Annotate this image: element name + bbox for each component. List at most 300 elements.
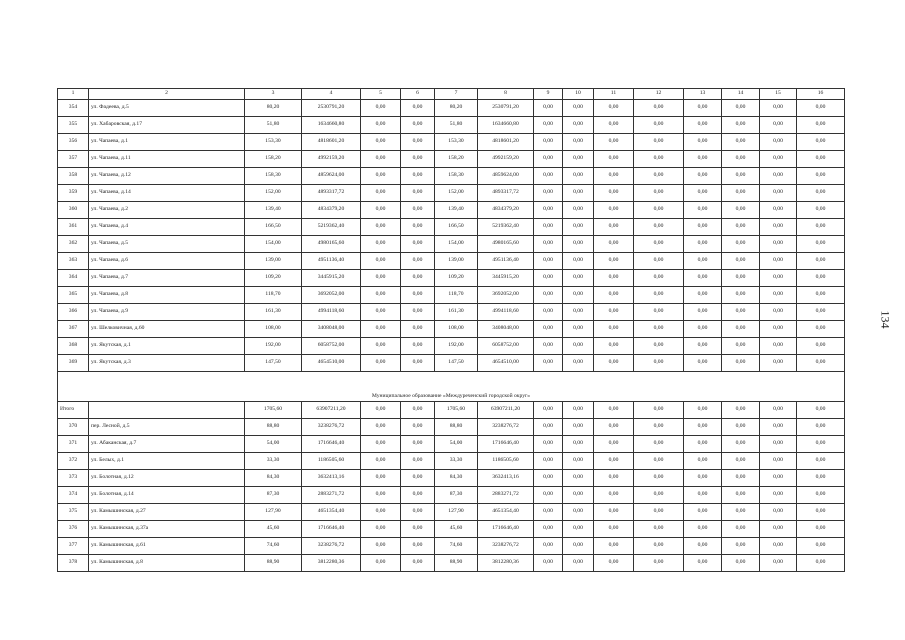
table-cell: 1634660,80 bbox=[478, 117, 534, 134]
table-cell: 0,00 bbox=[563, 504, 594, 521]
table-cell: 0,00 bbox=[722, 270, 760, 287]
table-cell: 0,00 bbox=[797, 100, 845, 117]
table-cell: 371 bbox=[58, 436, 89, 453]
address-cell: 2 bbox=[89, 89, 245, 100]
table-cell: 0,00 bbox=[634, 338, 684, 355]
table-cell: 0,00 bbox=[361, 355, 401, 372]
table-row bbox=[58, 555, 845, 572]
table-cell: 0,00 bbox=[760, 419, 797, 436]
table-row bbox=[58, 236, 845, 253]
table-cell: 0,00 bbox=[684, 253, 722, 270]
table-cell: 0,00 bbox=[722, 436, 760, 453]
table-cell: 0,00 bbox=[760, 321, 797, 338]
table-cell: 0,00 bbox=[722, 419, 760, 436]
table-cell: 0,00 bbox=[401, 100, 435, 117]
table-cell: 0,00 bbox=[563, 355, 594, 372]
table-cell: 0,00 bbox=[361, 453, 401, 470]
table-cell: 367 bbox=[58, 321, 89, 338]
table-cell: 0,00 bbox=[563, 287, 594, 304]
table-cell: 0,00 bbox=[797, 117, 845, 134]
table-cell: 0,00 bbox=[797, 487, 845, 504]
table-cell: 12 bbox=[634, 89, 684, 100]
table-cell: 88,80 bbox=[435, 419, 478, 436]
table-cell: 0,00 bbox=[684, 470, 722, 487]
table-cell: 3692052,00 bbox=[478, 287, 534, 304]
table-cell: 0,00 bbox=[634, 436, 684, 453]
table-cell: 74,60 bbox=[435, 538, 478, 555]
table-cell: 0,00 bbox=[797, 436, 845, 453]
address-cell: ул. Чапаева, д.7 bbox=[89, 270, 245, 287]
table-cell: 153,30 bbox=[245, 134, 302, 151]
table-cell: 0,00 bbox=[797, 151, 845, 168]
table-cell: 1186505,60 bbox=[478, 453, 534, 470]
table-cell: 0,00 bbox=[797, 168, 845, 185]
table-cell: 108,00 bbox=[435, 321, 478, 338]
table-cell: 360 bbox=[58, 202, 89, 219]
address-cell: ул. Чапаева, д.9 bbox=[89, 304, 245, 321]
table-cell: 2883271,72 bbox=[478, 487, 534, 504]
table-cell: 0,00 bbox=[684, 555, 722, 572]
table-cell: 6 bbox=[401, 89, 435, 100]
table-cell: 0,00 bbox=[361, 253, 401, 270]
table-cell: 0,00 bbox=[534, 304, 563, 321]
address-cell: ул. Чапаева, д.6 bbox=[89, 253, 245, 270]
address-cell: ул. Якутская, д.1 bbox=[89, 338, 245, 355]
table-cell: 0,00 bbox=[634, 453, 684, 470]
address-cell: ул. Камышинская, д.37а bbox=[89, 521, 245, 538]
table-cell: 0,00 bbox=[594, 185, 634, 202]
address-cell: ул. Чапаева, д.14 bbox=[89, 185, 245, 202]
table-cell: 0,00 bbox=[534, 453, 563, 470]
table-cell: 109,20 bbox=[435, 270, 478, 287]
table-cell: 0,00 bbox=[797, 253, 845, 270]
table-cell: 2530791,20 bbox=[478, 100, 534, 117]
table-cell: 0,00 bbox=[797, 185, 845, 202]
table-cell: 357 bbox=[58, 151, 89, 168]
table-cell: 0,00 bbox=[563, 253, 594, 270]
table-cell: 0,00 bbox=[401, 487, 435, 504]
table-cell: 0,00 bbox=[401, 453, 435, 470]
table-cell: 0,00 bbox=[401, 287, 435, 304]
table-cell: 0,00 bbox=[684, 487, 722, 504]
table-cell: 84,30 bbox=[435, 470, 478, 487]
section-row bbox=[58, 372, 845, 402]
table-row bbox=[58, 504, 845, 521]
table-cell: 192,00 bbox=[435, 338, 478, 355]
table-cell: 0,00 bbox=[634, 555, 684, 572]
table-cell: 0,00 bbox=[594, 555, 634, 572]
table-row bbox=[58, 338, 845, 355]
table-cell: 0,00 bbox=[594, 270, 634, 287]
table-cell: 0,00 bbox=[361, 185, 401, 202]
table-row bbox=[58, 487, 845, 504]
table-cell: 368 bbox=[58, 338, 89, 355]
table-cell: 80,20 bbox=[245, 100, 302, 117]
table-cell: 127,90 bbox=[435, 504, 478, 521]
table-cell: 166,50 bbox=[245, 219, 302, 236]
table-cell: 0,00 bbox=[534, 402, 563, 419]
table-cell: 0,00 bbox=[594, 453, 634, 470]
table-cell: 1705,60 bbox=[245, 402, 302, 419]
table-cell: 0,00 bbox=[563, 100, 594, 117]
table-cell: 0,00 bbox=[534, 436, 563, 453]
table-cell: 5 bbox=[361, 89, 401, 100]
table-cell: 0,00 bbox=[722, 321, 760, 338]
table-cell: 0,00 bbox=[684, 538, 722, 555]
table-cell: 0,00 bbox=[722, 355, 760, 372]
table-cell: 375 bbox=[58, 504, 89, 521]
table-cell: 0,00 bbox=[563, 270, 594, 287]
table-row bbox=[58, 100, 845, 117]
table-cell: 0,00 bbox=[760, 253, 797, 270]
table-cell: 0,00 bbox=[797, 270, 845, 287]
table-cell: 0,00 bbox=[401, 355, 435, 372]
table-cell: 4834379,20 bbox=[302, 202, 361, 219]
table-cell: 158,30 bbox=[245, 168, 302, 185]
table-cell: 0,00 bbox=[722, 100, 760, 117]
table-row bbox=[58, 355, 845, 372]
table-cell: 0,00 bbox=[361, 151, 401, 168]
table-cell: 0,00 bbox=[534, 419, 563, 436]
table-cell: 0,00 bbox=[594, 117, 634, 134]
table-cell: 0,00 bbox=[760, 270, 797, 287]
table-cell: 0,00 bbox=[401, 521, 435, 538]
table-cell: 376 bbox=[58, 521, 89, 538]
table-cell: 0,00 bbox=[401, 402, 435, 419]
table-cell: 0,00 bbox=[361, 555, 401, 572]
table-cell: 0,00 bbox=[594, 321, 634, 338]
address-cell: ул. Камышинская, д.8 bbox=[89, 555, 245, 572]
table-cell: 4951136,40 bbox=[302, 253, 361, 270]
table-cell: 0,00 bbox=[401, 470, 435, 487]
table-cell: 0,00 bbox=[760, 185, 797, 202]
table-cell: 0,00 bbox=[534, 521, 563, 538]
table-cell: 0,00 bbox=[722, 202, 760, 219]
table-cell: 0,00 bbox=[634, 538, 684, 555]
table-cell: 0,00 bbox=[684, 321, 722, 338]
table-cell: 88,90 bbox=[435, 555, 478, 572]
table-cell: 0,00 bbox=[563, 304, 594, 321]
table-cell: 0,00 bbox=[401, 117, 435, 134]
address-cell: ул. Чапаева, д.5 bbox=[89, 236, 245, 253]
table-cell: 54,00 bbox=[245, 436, 302, 453]
table-row bbox=[58, 436, 845, 453]
table-row bbox=[58, 219, 845, 236]
table-cell: 80,20 bbox=[435, 100, 478, 117]
table-row bbox=[58, 202, 845, 219]
table-cell: 0,00 bbox=[684, 151, 722, 168]
table-cell: 11 bbox=[594, 89, 634, 100]
table-cell: 108,00 bbox=[245, 321, 302, 338]
table-cell: 354 bbox=[58, 100, 89, 117]
table-cell: 45,60 bbox=[435, 521, 478, 538]
table-cell: 84,30 bbox=[245, 470, 302, 487]
table-cell: 0,00 bbox=[634, 487, 684, 504]
table-cell: 0,00 bbox=[797, 355, 845, 372]
table-cell: 4654510,00 bbox=[478, 355, 534, 372]
table-cell: 369 bbox=[58, 355, 89, 372]
table-cell: 0,00 bbox=[722, 219, 760, 236]
table-cell: 0,00 bbox=[594, 236, 634, 253]
table-cell: 0,00 bbox=[401, 419, 435, 436]
table-cell: 0,00 bbox=[563, 151, 594, 168]
table-cell: 139,00 bbox=[435, 253, 478, 270]
table-cell: 109,20 bbox=[245, 270, 302, 287]
table-cell: 4893317,72 bbox=[478, 185, 534, 202]
table-cell: 3238276,72 bbox=[478, 419, 534, 436]
table-cell: 0,00 bbox=[760, 521, 797, 538]
table-cell: 0,00 bbox=[684, 402, 722, 419]
table-cell: 0,00 bbox=[722, 521, 760, 538]
table-cell: 365 bbox=[58, 287, 89, 304]
table-cell: 0,00 bbox=[361, 270, 401, 287]
table-cell: 0,00 bbox=[722, 453, 760, 470]
table-cell: 0,00 bbox=[760, 100, 797, 117]
table-cell: 0,00 bbox=[722, 470, 760, 487]
table-cell: 1716646,40 bbox=[302, 436, 361, 453]
table-cell: 0,00 bbox=[594, 402, 634, 419]
table-cell: 361 bbox=[58, 219, 89, 236]
table-cell: 154,00 bbox=[435, 236, 478, 253]
address-cell: ул. Камышинская, д.61 bbox=[89, 538, 245, 555]
table-cell: 0,00 bbox=[594, 521, 634, 538]
table-cell: 0,00 bbox=[684, 134, 722, 151]
address-cell: ул. Белых, д.1 bbox=[89, 453, 245, 470]
table-cell: 0,00 bbox=[401, 436, 435, 453]
table-cell: 9 bbox=[534, 89, 563, 100]
table-cell: 2530791,20 bbox=[302, 100, 361, 117]
table-cell: 0,00 bbox=[722, 151, 760, 168]
table-cell: 13 bbox=[684, 89, 722, 100]
table-cell: 127,90 bbox=[245, 504, 302, 521]
table-cell: 0,00 bbox=[361, 521, 401, 538]
table-cell: 356 bbox=[58, 134, 89, 151]
table-cell: 3445915,20 bbox=[478, 270, 534, 287]
table-row bbox=[58, 134, 845, 151]
table-cell: 74,60 bbox=[245, 538, 302, 555]
housing-table bbox=[57, 88, 845, 572]
table-row bbox=[58, 304, 845, 321]
table-cell: 3 bbox=[245, 89, 302, 100]
table-cell: 0,00 bbox=[722, 134, 760, 151]
table-cell: 0,00 bbox=[684, 453, 722, 470]
table-cell: 0,00 bbox=[563, 236, 594, 253]
address-cell: ул. Чапаева, д.1 bbox=[89, 134, 245, 151]
table-cell: 0,00 bbox=[534, 321, 563, 338]
table-cell: 0,00 bbox=[534, 236, 563, 253]
table-cell: 0,00 bbox=[797, 287, 845, 304]
table-cell: 0,00 bbox=[534, 117, 563, 134]
table-cell: 4992159,20 bbox=[478, 151, 534, 168]
table-cell: 4651354,40 bbox=[302, 504, 361, 521]
table-cell: 0,00 bbox=[534, 253, 563, 270]
table-cell: 1716646,40 bbox=[478, 521, 534, 538]
table-cell: 0,00 bbox=[760, 338, 797, 355]
table-cell: 0,00 bbox=[797, 134, 845, 151]
table-cell: 3632413,16 bbox=[478, 470, 534, 487]
table-cell: 0,00 bbox=[760, 304, 797, 321]
table-cell: 374 bbox=[58, 487, 89, 504]
table-cell: 0,00 bbox=[634, 219, 684, 236]
table-cell: 158,20 bbox=[435, 151, 478, 168]
table-cell: 8 bbox=[478, 89, 534, 100]
table-cell: 0,00 bbox=[361, 436, 401, 453]
table-cell: 0,00 bbox=[534, 270, 563, 287]
table-cell: 0,00 bbox=[361, 134, 401, 151]
table-cell: 0,00 bbox=[684, 436, 722, 453]
table-cell: 0,00 bbox=[634, 402, 684, 419]
table-cell: 0,00 bbox=[563, 436, 594, 453]
table-cell: 3238276,72 bbox=[302, 419, 361, 436]
table-cell: 0,00 bbox=[634, 134, 684, 151]
table-cell: 0,00 bbox=[722, 402, 760, 419]
table-cell: 0,00 bbox=[722, 304, 760, 321]
table-cell: 0,00 bbox=[563, 117, 594, 134]
table-cell: 161,30 bbox=[435, 304, 478, 321]
table-cell: 0,00 bbox=[534, 470, 563, 487]
table-cell: 0,00 bbox=[534, 134, 563, 151]
table-cell: 3445915,20 bbox=[302, 270, 361, 287]
table-cell: 0,00 bbox=[401, 185, 435, 202]
table-cell: 3812280,36 bbox=[478, 555, 534, 572]
table-cell: 0,00 bbox=[401, 538, 435, 555]
table-cell: 4818601,20 bbox=[302, 134, 361, 151]
table-cell: 0,00 bbox=[797, 304, 845, 321]
table-cell: 4980165,60 bbox=[302, 236, 361, 253]
table-cell: 0,00 bbox=[797, 470, 845, 487]
table-cell: 0,00 bbox=[684, 355, 722, 372]
table-cell: 118,70 bbox=[435, 287, 478, 304]
table-cell: 0,00 bbox=[760, 402, 797, 419]
address-cell: пер. Лесной, д.5 bbox=[89, 419, 245, 436]
table-cell: 0,00 bbox=[401, 219, 435, 236]
address-cell: ул. Чапаева, д.4 bbox=[89, 219, 245, 236]
table-cell: 147,50 bbox=[245, 355, 302, 372]
table-cell: 139,40 bbox=[245, 202, 302, 219]
table-cell: 3238276,72 bbox=[478, 538, 534, 555]
table-cell: 0,00 bbox=[401, 253, 435, 270]
table-cell: 0,00 bbox=[760, 151, 797, 168]
table-cell: 0,00 bbox=[361, 202, 401, 219]
table-cell: 5219362,40 bbox=[478, 219, 534, 236]
table-cell: 0,00 bbox=[563, 338, 594, 355]
table-cell: 366 bbox=[58, 304, 89, 321]
table-cell: 0,00 bbox=[361, 419, 401, 436]
table-cell: 0,00 bbox=[361, 287, 401, 304]
table-cell: 0,00 bbox=[684, 168, 722, 185]
table-cell: 0,00 bbox=[361, 487, 401, 504]
table-cell: 0,00 bbox=[594, 304, 634, 321]
table-cell: 0,00 bbox=[797, 504, 845, 521]
table-cell: 16 bbox=[797, 89, 845, 100]
table-cell: 0,00 bbox=[760, 538, 797, 555]
table-row bbox=[58, 538, 845, 555]
table-cell: 0,00 bbox=[797, 555, 845, 572]
table-cell: 0,00 bbox=[361, 236, 401, 253]
table-cell: 6058752,00 bbox=[302, 338, 361, 355]
table-cell: 3812280,36 bbox=[302, 555, 361, 572]
table-cell: 373 bbox=[58, 470, 89, 487]
table-cell: 0,00 bbox=[797, 236, 845, 253]
table-cell: 0,00 bbox=[361, 538, 401, 555]
table-cell: 370 bbox=[58, 419, 89, 436]
table-cell: 0,00 bbox=[361, 470, 401, 487]
table-cell: 0,00 bbox=[760, 134, 797, 151]
table-cell: 0,00 bbox=[797, 321, 845, 338]
table-cell: 0,00 bbox=[760, 168, 797, 185]
table-cell: 0,00 bbox=[634, 151, 684, 168]
table-cell: 0,00 bbox=[760, 202, 797, 219]
table-cell: 0,00 bbox=[361, 402, 401, 419]
table-cell: 0,00 bbox=[684, 100, 722, 117]
table-cell: 0,00 bbox=[401, 304, 435, 321]
table-cell: 0,00 bbox=[722, 236, 760, 253]
table-cell: 0,00 bbox=[401, 321, 435, 338]
table-cell: 0,00 bbox=[722, 185, 760, 202]
table-cell: 4651354,40 bbox=[478, 504, 534, 521]
table-row bbox=[58, 521, 845, 538]
table-cell: 6058752,00 bbox=[478, 338, 534, 355]
table-cell: 139,00 bbox=[245, 253, 302, 270]
address-cell: ул. Якутская, д.3 bbox=[89, 355, 245, 372]
address-cell: ул. Болотная, д.12 bbox=[89, 470, 245, 487]
address-cell: ул. Абаканская, д.7 bbox=[89, 436, 245, 453]
table-cell: 0,00 bbox=[534, 202, 563, 219]
table-cell: 3692052,00 bbox=[302, 287, 361, 304]
table-cell: 1634660,80 bbox=[302, 117, 361, 134]
table-cell: 1716646,40 bbox=[478, 436, 534, 453]
table-cell: 0,00 bbox=[361, 117, 401, 134]
table-cell: 1186505,60 bbox=[302, 453, 361, 470]
table-cell: 3408048,00 bbox=[302, 321, 361, 338]
address-cell: ул. Хабаровская, д.17 bbox=[89, 117, 245, 134]
table-cell: 0,00 bbox=[534, 355, 563, 372]
table-cell: 0,00 bbox=[594, 134, 634, 151]
table-cell: 0,00 bbox=[534, 504, 563, 521]
table-cell: 161,30 bbox=[245, 304, 302, 321]
table-cell: 0,00 bbox=[361, 168, 401, 185]
table-cell: 51,80 bbox=[245, 117, 302, 134]
table-cell: 0,00 bbox=[722, 168, 760, 185]
table-cell: 0,00 bbox=[722, 504, 760, 521]
address-cell: ул. Фадеева, д.5 bbox=[89, 100, 245, 117]
table-row bbox=[58, 419, 845, 436]
table-cell: 0,00 bbox=[594, 253, 634, 270]
table-cell: 0,00 bbox=[361, 321, 401, 338]
table-cell: 2883271,72 bbox=[302, 487, 361, 504]
table-cell: 0,00 bbox=[563, 402, 594, 419]
table-cell: 4980165,60 bbox=[478, 236, 534, 253]
table-cell: 0,00 bbox=[634, 419, 684, 436]
table-cell: 0,00 bbox=[534, 538, 563, 555]
address-cell bbox=[89, 402, 245, 419]
table-cell: 0,00 bbox=[594, 151, 634, 168]
table-cell: 0,00 bbox=[563, 219, 594, 236]
table-row bbox=[58, 270, 845, 287]
table-cell: 0,00 bbox=[534, 185, 563, 202]
table-cell: 0,00 bbox=[684, 270, 722, 287]
table-cell: 0,00 bbox=[563, 134, 594, 151]
table-cell: 0,00 bbox=[634, 521, 684, 538]
section-title: Муниципальное образование «Междуреченский городской округ» bbox=[58, 372, 845, 402]
table-cell: 1 bbox=[58, 89, 89, 100]
address-cell: ул. Чапаева, д.8 bbox=[89, 287, 245, 304]
table-cell: 139,40 bbox=[435, 202, 478, 219]
table-cell: 0,00 bbox=[361, 219, 401, 236]
table-cell: 0,00 bbox=[684, 117, 722, 134]
table-cell: 0,00 bbox=[760, 287, 797, 304]
table-row bbox=[58, 470, 845, 487]
